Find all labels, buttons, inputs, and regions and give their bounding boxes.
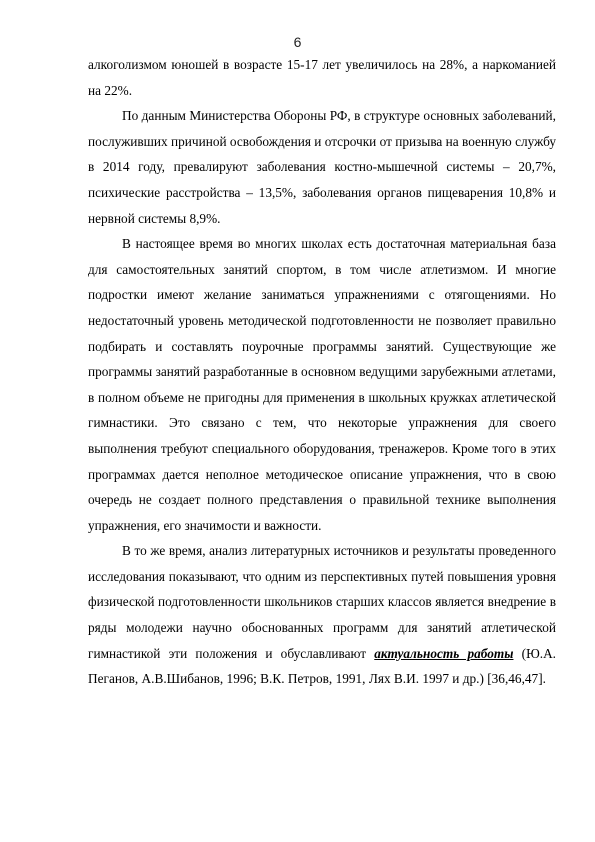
paragraph-school-programs: В настоящее время во многих школах есть достаточная материальная база для самостоятельных занятий спортом, в том числе атлетизмом. И многие подростки имеют желание заниматься упражнениями с отягощениями. Но недостаточный уровень методической подготовленности не позволяет правильно подбирать и составлять поурочные программы занятий. Существующие же программы занятий разработанные в основном ведущими зарубежными атлетами, в полном объеме не пригодны для применения в школьных кружках атлетической гимнастики. Это связано с тем, что некоторые упражнения для своего выполнения требуют специального оборудования, тренажеров. Кроме того в этих программах дается неполное методическое описание упражнения, что в свою очередь не создает полного представления о правильной технике выполнения упражнения, его значимости и важности. [88,236,556,533]
relevance-emphasis: актуальность работы [374,645,514,661]
paragraph-relevance [88,538,556,692]
paragraph-defense-ministry-stats: По данным Министерства Обороны РФ, в структуре основных заболеваний, послуживших причиной освобождения и отсрочки от призыва на военную службу в 2014 году, превалируют заболевания костно-мышечной системы – 20,7%, психические расстройства – 13,5%, заболевания органов пищеварения 10,8% и нервной системы 8,9%. [88,108,556,226]
page-number: 6 [293,34,302,50]
relevance-text-after: (Ю.А. Пеганов, А.В.Шибанов, 1996; В.К. Петров, 1991, Лях В.И. 1997 и др.) [36,46,47]. [88,645,556,687]
document-body [88,52,556,692]
relevance-text-before: В то же время, анализ литературных источников и результаты проведенного исследования показывают, что одним из перспективных путей повышения уровня физической подготовленности школьников старших классов является внедрение в ряды молодежи научно обоснованных программ для занятий атлетической гимнастикой эти положения и обуславливают [88,543,556,661]
paragraph-youth-addiction-stats: алкоголизмом юношей в возрасте 15-17 лет увеличилось на 28%, а наркоманией на 22%. [88,57,556,98]
